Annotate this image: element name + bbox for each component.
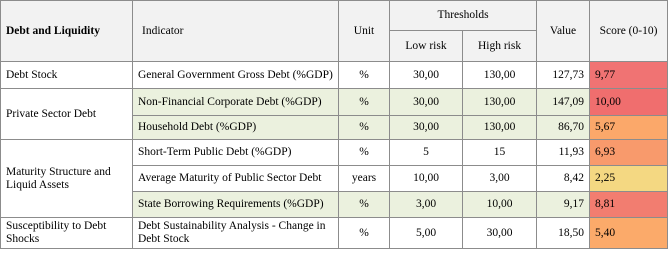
high-risk-cell: 130,00 xyxy=(463,89,537,116)
indicator-cell: Debt Sustainability Analysis - Change in Debt Stock xyxy=(133,218,339,249)
value-cell: 9,17 xyxy=(537,192,590,218)
high-risk-cell: 130,00 xyxy=(463,116,537,140)
header-value: Value xyxy=(537,1,590,62)
score-cell: 9,77 xyxy=(590,62,668,89)
value-cell: 11,93 xyxy=(537,140,590,166)
low-risk-cell: 30,00 xyxy=(390,62,463,89)
unit-cell: % xyxy=(339,89,390,116)
header-thresholds: Thresholds xyxy=(390,1,537,31)
score-cell: 2,25 xyxy=(590,166,668,192)
low-risk-cell: 5,00 xyxy=(390,218,463,249)
value-cell: 8,42 xyxy=(537,166,590,192)
indicator-cell: General Government Gross Debt (%GDP) xyxy=(133,62,339,89)
value-cell: 147,09 xyxy=(537,89,590,116)
section-cell: Private Sector Debt xyxy=(1,89,133,140)
section-cell: Debt Stock xyxy=(1,62,133,89)
indicator-cell: State Borrowing Requirements (%GDP) xyxy=(133,192,339,218)
value-cell: 18,50 xyxy=(537,218,590,249)
low-risk-cell: 5 xyxy=(390,140,463,166)
high-risk-cell: 10,00 xyxy=(463,192,537,218)
unit-cell: years xyxy=(339,166,390,192)
table-row xyxy=(1,218,668,249)
score-cell: 10,00 xyxy=(590,89,668,116)
header-unit: Unit xyxy=(339,1,390,62)
header-section: Debt and Liquidity xyxy=(1,1,133,62)
indicator-cell: Average Maturity of Public Sector Debt xyxy=(133,166,339,192)
low-risk-cell: 10,00 xyxy=(390,166,463,192)
unit-cell: % xyxy=(339,62,390,89)
low-risk-cell: 30,00 xyxy=(390,89,463,116)
table-row xyxy=(1,89,668,116)
header-high-risk: High risk xyxy=(463,31,537,62)
section-cell: Maturity Structure and Liquid Assets xyxy=(1,140,133,218)
header-indicator: Indicator xyxy=(133,1,339,62)
low-risk-cell: 30,00 xyxy=(390,116,463,140)
score-cell: 8,81 xyxy=(590,192,668,218)
indicator-cell: Non-Financial Corporate Debt (%GDP) xyxy=(133,89,339,116)
score-cell: 5,67 xyxy=(590,116,668,140)
high-risk-cell: 130,00 xyxy=(463,62,537,89)
unit-cell: % xyxy=(339,218,390,249)
header-score: Score (0-10) xyxy=(590,1,668,62)
table-row xyxy=(1,140,668,166)
unit-cell: % xyxy=(339,140,390,166)
score-cell: 6,93 xyxy=(590,140,668,166)
section-cell: Susceptibility to Debt Shocks xyxy=(1,218,133,249)
high-risk-cell: 15 xyxy=(463,140,537,166)
value-cell: 86,70 xyxy=(537,116,590,140)
header-low-risk: Low risk xyxy=(390,31,463,62)
unit-cell: % xyxy=(339,116,390,140)
high-risk-cell: 30,00 xyxy=(463,218,537,249)
indicator-cell: Household Debt (%GDP) xyxy=(133,116,339,140)
low-risk-cell: 3,00 xyxy=(390,192,463,218)
high-risk-cell: 3,00 xyxy=(463,166,537,192)
unit-cell: % xyxy=(339,192,390,218)
value-cell: 127,73 xyxy=(537,62,590,89)
indicator-cell: Short-Term Public Debt (%GDP) xyxy=(133,140,339,166)
score-cell: 5,40 xyxy=(590,218,668,249)
table-row xyxy=(1,62,668,89)
